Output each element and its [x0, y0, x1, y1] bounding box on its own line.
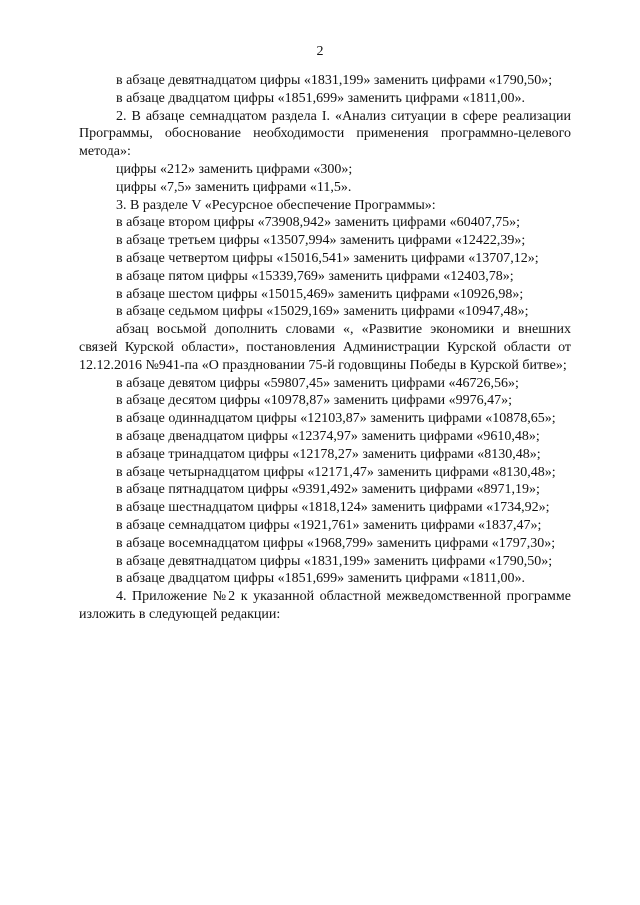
paragraph: в абзаце четвертом цифры «15016,541» заменить цифрами «13707,12»;	[116, 250, 539, 266]
paragraph: в абзаце восемнадцатом цифры «1968,799» заменить цифрами «1797,30»;	[116, 535, 556, 551]
paragraph: 2. В абзаце семнадцатом раздела I. «Анализ ситуации в сфере реализации Программы, обоснование необходимости применения программно-целевого метода»:	[79, 108, 571, 160]
paragraph: в абзаце пятом цифры «15339,769» заменить цифрами «12403,78»;	[116, 268, 514, 284]
paragraph: в абзаце пятнадцатом цифры «9391,492» заменить цифрами «8971,19»;	[116, 482, 540, 498]
paragraph: в абзаце двадцатом цифры «1851,699» заменить цифрами «1811,00».	[116, 90, 526, 106]
paragraph: в абзаце четырнадцатом цифры «12171,47» заменить цифрами «8130,48»;	[116, 464, 556, 480]
paragraph: в абзаце шестнадцатом цифры «1818,124» заменить цифрами «1734,92»;	[116, 500, 550, 516]
paragraph: в абзаце седьмом цифры «15029,169» заменить цифрами «10947,48»;	[116, 304, 529, 320]
paragraph: в абзаце девятом цифры «59807,45» заменить цифрами «46726,56»;	[116, 375, 519, 391]
paragraph: в абзаце девятнадцатом цифры «1831,199» заменить цифрами «1790,50»;	[116, 553, 553, 569]
paragraph: 4. Приложение №2 к указанной областной межведомственной программе изложить в следующей редакции:	[79, 589, 571, 622]
paragraph: в абзаце третьем цифры «13507,994» заменить цифрами «12422,39»;	[116, 233, 526, 249]
document-body	[79, 72, 571, 624]
paragraph: цифры «7,5» заменить цифрами «11,5».	[116, 179, 352, 195]
paragraph: в абзаце двадцатом цифры «1851,699» заменить цифрами «1811,00».	[116, 571, 526, 587]
paragraph: в абзаце тринадцатом цифры «12178,27» заменить цифрами «8130,48»;	[116, 446, 541, 462]
paragraph: в абзаце девятнадцатом цифры «1831,199» заменить цифрами «1790,50»;	[116, 73, 553, 88]
paragraph: цифры «212» заменить цифрами «300»;	[116, 161, 353, 177]
page-number: 2	[316, 44, 324, 59]
paragraph: в абзаце втором цифры «73908,942» заменить цифрами «60407,75»;	[116, 215, 520, 231]
paragraph: в абзаце одиннадцатом цифры «12103,87» заменить цифрами «10878,65»;	[116, 411, 556, 427]
paragraph: в абзаце двенадцатом цифры «12374,97» заменить цифрами «9610,48»;	[116, 428, 540, 444]
paragraph: 3. В разделе V «Ресурсное обеспечение Программы»:	[116, 197, 436, 213]
paragraph: в абзаце десятом цифры «10978,87» заменить цифрами «9976,47»;	[116, 393, 513, 409]
paragraph: в абзаце шестом цифры «15015,469» заменить цифрами «10926,98»;	[116, 286, 524, 302]
paragraph: абзац восьмой дополнить словами «, «Развитие экономики и внешних связей Курской области», постановления Администрации Курской области от 12.12.2016 №941-па «О праздновании 75-й годовщины Победы в Курской битве»;	[79, 322, 571, 373]
paragraph: в абзаце семнадцатом цифры «1921,761» заменить цифрами «1837,47»;	[116, 517, 542, 533]
